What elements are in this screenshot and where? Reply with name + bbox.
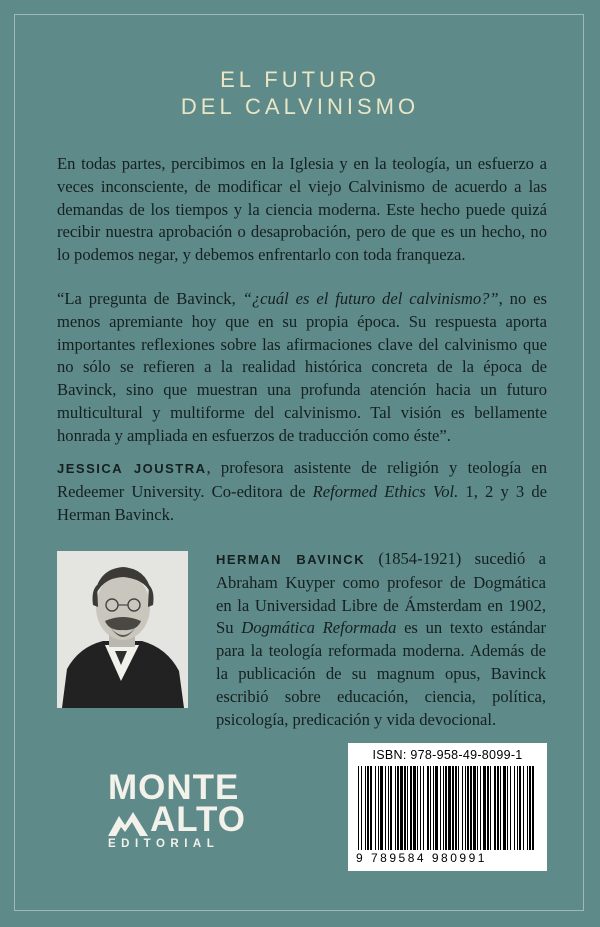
endorser-role: , profesora asistente de religión y teología en Redeemer University. Co-editora de <box>57 458 547 501</box>
quote-text-start: “La pregunta de Bavinck, <box>57 289 243 308</box>
endorser-role-end: 1, 2 y 3 de Herman Bavinck. <box>57 481 547 524</box>
isbn-barcode <box>348 743 547 871</box>
endorser-book: Reformed Ethics Vol. <box>312 481 459 501</box>
title-line-1: EL FUTURO <box>220 67 380 92</box>
quote-text-end: , no es menos apremiante hoy que en su propia época. Su respuesta aporta importantes reflexiones sobre las afirmaciones clave del calvinismo que no sólo se refieren a la realidad histórica concreta de la época de Bavinck, sino que muestran una profunda atención hacia un futuro multicultural y multiforme del calvinismo. Tal visión es bellamente honrada y ampliada en esfuerzos de traducción como éste”. <box>57 289 547 445</box>
barcode-digits: 9 789584 980991 <box>356 851 487 865</box>
publisher-logo <box>108 770 260 850</box>
bio-text-start: (1854-1921) sucedió a Abraham Kuyper como profesor de Dogmática en la Universidad Libre de Ámsterdam en 1902, Su <box>216 549 546 638</box>
logo-editorial: EDITORIAL <box>108 838 220 850</box>
author-portrait <box>57 551 188 708</box>
logo-alto: ALTO <box>150 800 247 839</box>
bio-book: Dogmática Reformada <box>241 618 397 638</box>
quote-question: “¿cuál es el futuro del calvinismo?” <box>242 289 499 308</box>
logo-monte: MONTE <box>108 768 240 807</box>
isbn-number: 978-958-49-8099-1 <box>410 748 523 762</box>
endorsement-quote <box>57 288 547 448</box>
bio-text-end: es un texto estándar para la teología reformada moderna. Además de la publicación de su magnum opus, Bavinck escribió sobre educación, ciencia, política, psicología, predicación y vida devocional. <box>216 618 546 729</box>
isbn-label: ISBN: 978-958-49-8099-1 <box>372 748 523 762</box>
mountain-icon <box>108 810 148 836</box>
book-title <box>0 66 600 120</box>
author-bio <box>216 548 546 731</box>
barcode-bars <box>356 766 539 850</box>
intro-paragraph: En todas partes, percibimos en la Iglesia y en la teología, un esfuerzo a veces inconsciente, de modificar el viejo Calvinismo de acuerdo a las demandas de los tiempos y la ciencia moderna. Este hecho puede quizá recibir nuestra aprobación o desaprobación, pero de que es un hecho, no lo podemos negar, y debemos enfrentarlo con toda franqueza. <box>57 154 547 265</box>
title-line-2: DEL CALVINISMO <box>180 94 420 119</box>
endorser-name: JESSICA JOUSTRA <box>57 461 207 476</box>
author-name: HERMAN BAVINCK <box>216 552 366 567</box>
endorser-credit <box>57 457 547 526</box>
